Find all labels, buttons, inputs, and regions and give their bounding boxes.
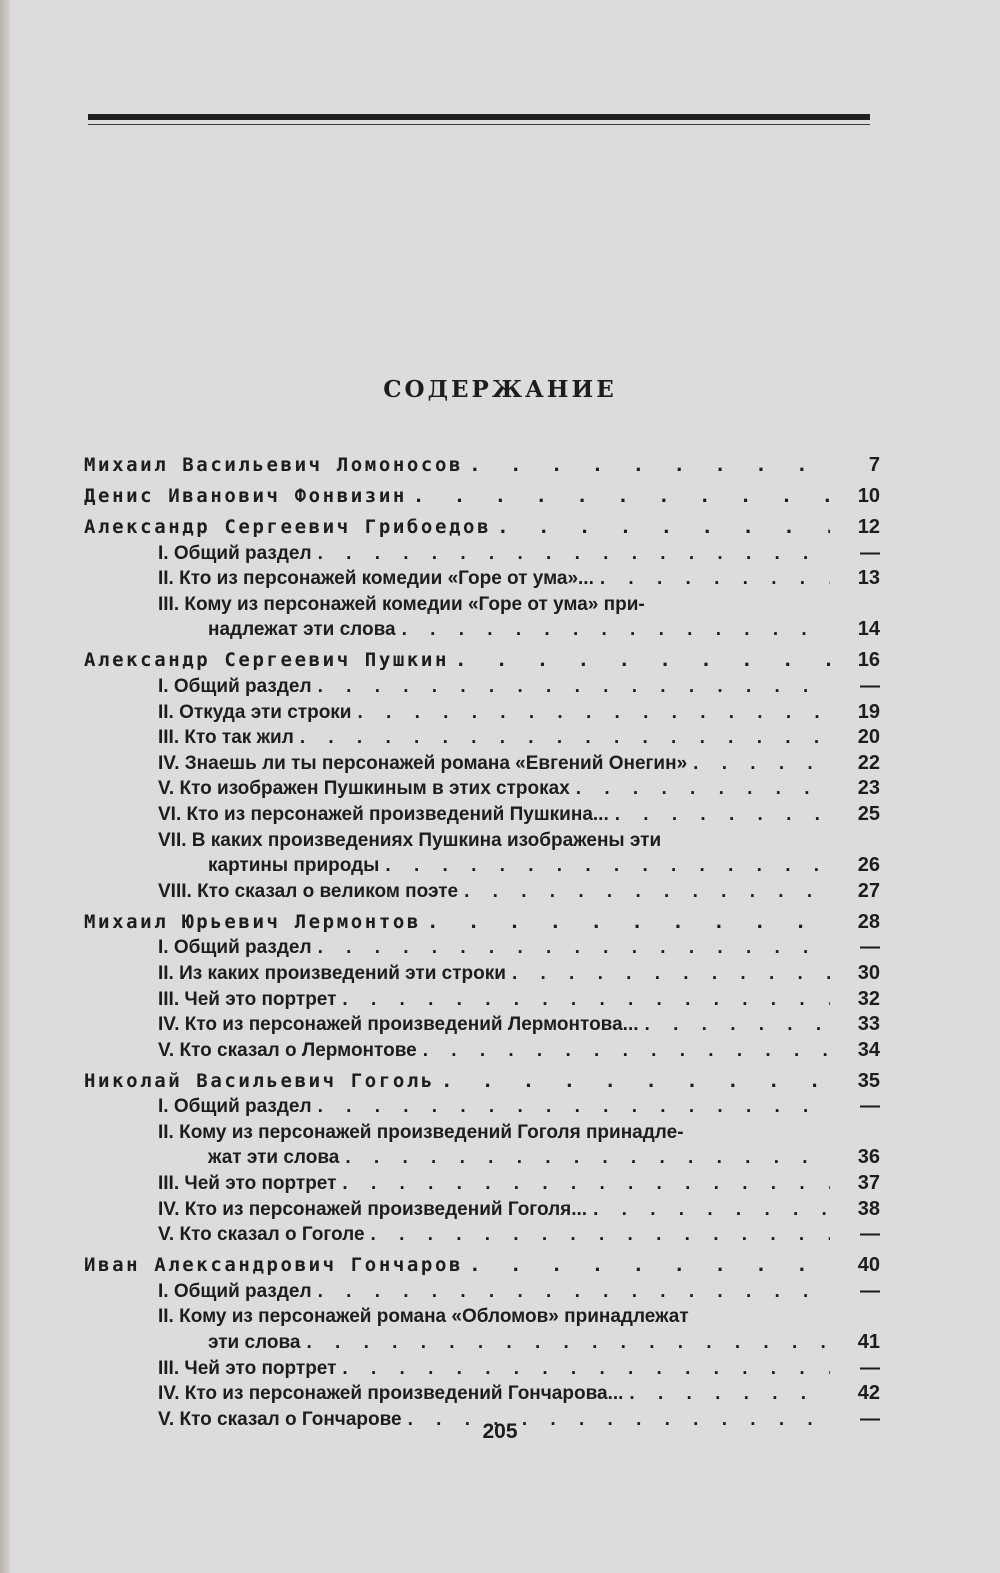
entry-text: VIII. Кто сказал о великом поэте: [158, 880, 459, 902]
page-number: 7: [868, 454, 880, 476]
leader-dots: [402, 620, 830, 639]
entry-text: III. Чей это портрет: [158, 1357, 337, 1379]
page-number: 40: [857, 1254, 880, 1277]
toc-section-entry: [84, 1193, 880, 1219]
entry-text: II. Кто из персонажей комедии «Горе от ума»...: [158, 568, 594, 590]
entry-text: надлежат эти слова: [208, 619, 396, 641]
entry-text: IV. Кто из персонажей произведений Лермонтова...: [158, 1014, 639, 1036]
page-number: —: [860, 1407, 880, 1430]
entry-text: Иван Александрович Гончаров: [84, 1254, 464, 1277]
leader-dots: [469, 1256, 830, 1275]
page-number: 41: [857, 1331, 880, 1354]
entry-text: жат эти слова: [208, 1147, 340, 1169]
page-number: 10: [857, 485, 880, 507]
entry-text: V. Кто сказал о Гоголе: [158, 1224, 365, 1246]
page-number: 32: [857, 987, 880, 1010]
leader-dots: [693, 754, 830, 773]
leader-dots: [615, 805, 830, 824]
leader-dots: [318, 938, 830, 957]
leader-dots: [427, 913, 830, 932]
page-number: 38: [857, 1197, 880, 1220]
page-number: 30: [857, 961, 880, 984]
toc-section-entry: [84, 875, 880, 901]
page-number: 42: [857, 1382, 880, 1405]
entry-text: I. Общий раздел: [158, 675, 312, 697]
toc-section-entry: [84, 670, 880, 696]
page-number: 13: [857, 567, 880, 590]
entry-text: Денис Иванович Фонвизин: [84, 485, 407, 507]
page-number: 25: [857, 802, 880, 825]
page-number: 34: [857, 1038, 880, 1061]
page-number: 22: [857, 751, 880, 774]
toc-section-entry: [84, 1352, 880, 1378]
page-number: —: [860, 1279, 880, 1302]
page-number: 16: [857, 649, 880, 672]
entry-text: III. Кто так жил: [158, 727, 294, 749]
toc-section-entry: [84, 537, 880, 563]
entry-text: картины природы: [208, 855, 380, 877]
leader-dots: [318, 1097, 830, 1116]
toc-section-continuation: [84, 1142, 880, 1168]
toc-section-entry: [84, 773, 880, 799]
entry-text: Михаил Юрьевич Лермонтов: [84, 910, 421, 933]
leader-dots: [576, 779, 830, 798]
leader-dots: [318, 1282, 830, 1301]
page-number: 19: [857, 700, 880, 723]
entry-text: IV. Кто из персонажей произведений Гоголя...: [158, 1198, 588, 1220]
toc-section-entry: [84, 1091, 880, 1117]
leader-dots: [342, 1359, 830, 1378]
toc-section-entry: [84, 1167, 880, 1193]
entry-text: II. Кому из персонажей романа «Обломов» принадлежат: [158, 1306, 689, 1328]
page-number: 23: [857, 777, 880, 800]
toc-author-entry: [84, 506, 880, 537]
entry-text: VII. В каких произведениях Пушкина изображены эти: [158, 829, 662, 851]
leader-dots: [629, 1384, 830, 1403]
entry-text: Николай Васильевич Гоголь: [84, 1069, 435, 1092]
page-number: 37: [857, 1172, 880, 1195]
toc-section-entry: [84, 1116, 880, 1142]
table-of-contents: [84, 444, 880, 1429]
leader-dots: [300, 728, 830, 747]
page-number: —: [860, 1095, 880, 1118]
page-title: СОДЕРЖАНИЕ: [383, 376, 617, 403]
top-rule: [88, 114, 870, 120]
leader-dots: [371, 1225, 830, 1244]
toc-section-entry: [84, 1009, 880, 1035]
leader-dots: [469, 456, 830, 475]
entry-text: I. Общий раздел: [158, 1280, 312, 1302]
page-number: —: [860, 1223, 880, 1246]
page-folio-number: 205: [482, 1420, 518, 1443]
leader-dots: [307, 1333, 831, 1352]
leader-dots: [441, 1072, 830, 1091]
leader-dots: [645, 1015, 830, 1034]
leader-dots: [385, 856, 830, 875]
toc-section-continuation: [84, 614, 880, 640]
toc-section-entry: [84, 747, 880, 773]
toc-section-entry: [84, 1378, 880, 1404]
leader-dots: [318, 677, 830, 696]
entry-text: V. Кто изображен Пушкиным в этих строках: [158, 778, 570, 800]
entry-text: VI. Кто из персонажей произведений Пушкина...: [158, 803, 609, 825]
toc-author-entry: [84, 1060, 880, 1091]
toc-section-entry: [84, 798, 880, 824]
page-number: 12: [857, 516, 880, 538]
page-number: 20: [857, 726, 880, 749]
entry-text: Александр Сергеевич Грибоедов: [84, 516, 492, 538]
toc-section-entry: [84, 1219, 880, 1245]
toc-section-entry: [84, 983, 880, 1009]
toc-section-entry: [84, 957, 880, 983]
toc-author-entry: [84, 1244, 880, 1275]
page-number: 33: [857, 1013, 880, 1036]
page-number: —: [860, 674, 880, 697]
leader-dots: [342, 990, 830, 1009]
toc-section-continuation: [84, 850, 880, 876]
entry-text: I. Общий раздел: [158, 1096, 312, 1118]
toc-section-continuation: [84, 1326, 880, 1352]
entry-text: V. Кто сказал о Лермонтове: [158, 1039, 417, 1061]
toc-section-entry: [84, 696, 880, 722]
toc-author-entry: [84, 475, 880, 506]
toc-section-entry: [84, 722, 880, 748]
leader-dots: [358, 703, 831, 722]
entry-text: II. Кому из персонажей произведений Гоголя принадле-: [158, 1121, 684, 1143]
entry-text: IV. Знаешь ли ты персонажей романа «Евгений Онегин»: [158, 752, 688, 774]
top-rule-thin: [88, 124, 870, 125]
entry-text: Александр Сергеевич Пушкин: [84, 649, 450, 672]
toc-section-entry: [84, 588, 880, 614]
leader-dots: [345, 1148, 830, 1167]
entry-text: III. Чей это портрет: [158, 988, 337, 1010]
page-number: 27: [857, 879, 880, 902]
book-spine-edge: [0, 0, 10, 1573]
entry-text: I. Общий раздел: [158, 937, 312, 959]
page-number: 26: [857, 854, 880, 877]
leader-dots: [464, 882, 830, 901]
page-number: —: [860, 541, 880, 564]
leader-dots: [342, 1174, 830, 1193]
leader-dots: [593, 1200, 830, 1219]
entry-text: III. Чей это портрет: [158, 1173, 337, 1195]
toc-author-entry: [84, 639, 880, 670]
page-number: 14: [857, 618, 880, 641]
entry-text: III. Кому из персонажей комедии «Горе от ума» при-: [158, 593, 645, 615]
page-number: 36: [857, 1146, 880, 1169]
entry-text: I. Общий раздел: [158, 542, 312, 564]
entry-text: II. Из каких произведений эти строки: [158, 962, 506, 984]
toc-section-entry: [84, 824, 880, 850]
page-number: —: [860, 1356, 880, 1379]
leader-dots: [413, 487, 830, 506]
page-number: 35: [857, 1069, 880, 1092]
entry-text: V. Кто сказал о Гончарове: [158, 1408, 402, 1430]
toc-section-entry: [84, 1034, 880, 1060]
leader-dots: [497, 518, 830, 537]
leader-dots: [455, 651, 830, 670]
leader-dots: [423, 1041, 830, 1060]
leader-dots: [600, 569, 830, 588]
entry-text: Михаил Васильевич Ломоносов: [84, 454, 464, 476]
page-number: 28: [857, 910, 880, 933]
entry-text: II. Откуда эти строки: [158, 701, 352, 723]
entry-text: эти слова: [208, 1332, 301, 1354]
toc-section-entry: [84, 932, 880, 958]
leader-dots: [318, 544, 830, 563]
leader-dots: [512, 964, 830, 983]
toc-section-entry: [84, 563, 880, 589]
toc-author-entry: [84, 901, 880, 932]
toc-section-entry: [84, 1275, 880, 1301]
entry-text: IV. Кто из персонажей произведений Гончарова...: [158, 1383, 624, 1405]
toc-author-entry: [84, 444, 880, 475]
page-number: —: [860, 936, 880, 959]
toc-section-entry: [84, 1301, 880, 1327]
